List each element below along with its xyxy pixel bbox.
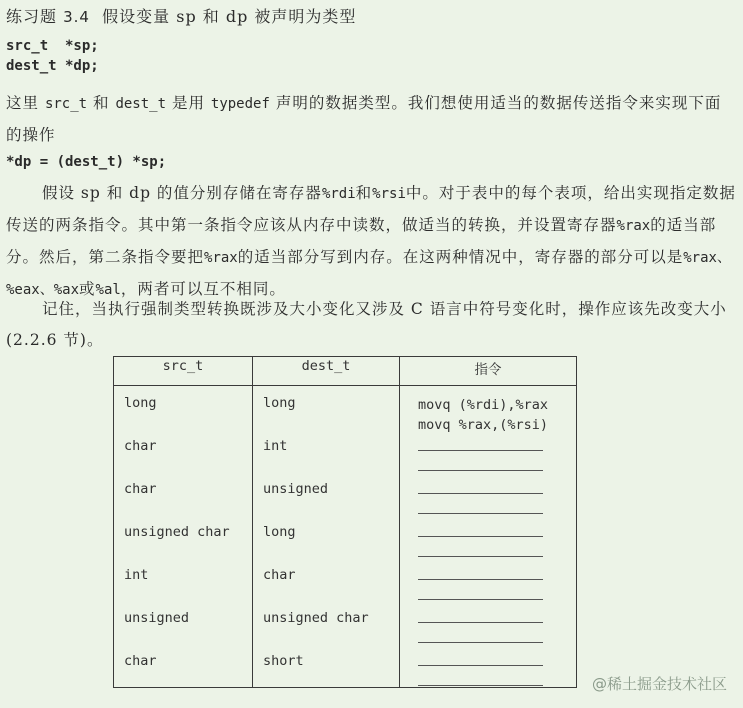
dest-type-cell: long [263,395,296,411]
table-row [114,429,577,472]
table-row [114,472,577,515]
exercise-heading: 假设变量 sp 和 dp 被声明为类型 [102,7,357,26]
table-row [114,515,577,558]
src-type-cell: long [124,395,157,411]
intro-paragraph: 这里 src_t 和 dest_t 是用 typedef 声明的数据类型。我们想使用适当的数据传送指令来实现下面的操作 [6,94,722,144]
src-type-cell: int [124,567,149,583]
dest-type-cell: long [263,524,296,540]
header-instruction: 指令 [400,357,577,386]
header-dest-t: dest_t [253,357,400,386]
table-row [114,386,577,430]
note-paragraph: 记住，当执行强制类型转换既涉及大小变化又涉及 C 语言中符号变化时，操作应该先改变大小(2.2.6 节)。 [6,300,727,349]
exercise-title [6,4,356,27]
table-row [114,644,577,688]
watermark: @稀土掘金技术社区 [591,675,727,693]
dest-type-cell: unsigned [263,481,329,497]
table-row [114,601,577,644]
dest-type-cell: int [263,438,288,454]
answer-blank[interactable] [400,644,576,687]
src-type-cell: char [124,481,157,497]
answer-blank[interactable] [400,429,576,472]
table-row [114,558,577,601]
cast-expression: *dp = (dest_t) *sp; [6,154,167,170]
dest-type-cell: unsigned char [263,610,369,626]
answer-blank[interactable] [400,472,576,515]
src-type-cell: char [124,653,157,669]
src-type-cell: unsigned [124,610,190,626]
src-type-cell: char [124,438,157,454]
exercise-table [113,356,577,688]
body-paragraph: 假设 sp 和 dp 的值分别存储在寄存器%rdi和%rsi中。对于表中的每个表项，给出实现指定数据传送的两条指令。其中第一条指令应该从内存中读数，做适当的转换，并设置寄存器%rax的适当部分。然后，第二条指令要把%rax的适当部分写到内存。在这两种情况中，寄存器的部分可以是%rax、%eax、%ax或%al，两者可以互不相同。 [6,184,736,298]
decl-sp: src_t *sp; [6,38,99,54]
src-type-cell: unsigned char [124,524,230,540]
dest-type-cell: short [263,653,304,669]
dest-type-cell: char [263,567,296,583]
answer-blank[interactable] [400,515,576,558]
instruction-line: movq (%rdi),%rax [418,397,549,413]
answer-blank[interactable] [400,601,576,644]
instruction-cell [400,386,576,433]
table-header-row [114,357,577,386]
answer-blank[interactable] [400,558,576,601]
exercise-label: 练习题 [6,7,58,26]
instruction-line: movq %rax,(%rsi) [418,417,549,433]
header-src-t: src_t [114,357,253,386]
decl-dp: dest_t *dp; [6,58,99,74]
exercise-number: 3.4 [63,8,90,26]
